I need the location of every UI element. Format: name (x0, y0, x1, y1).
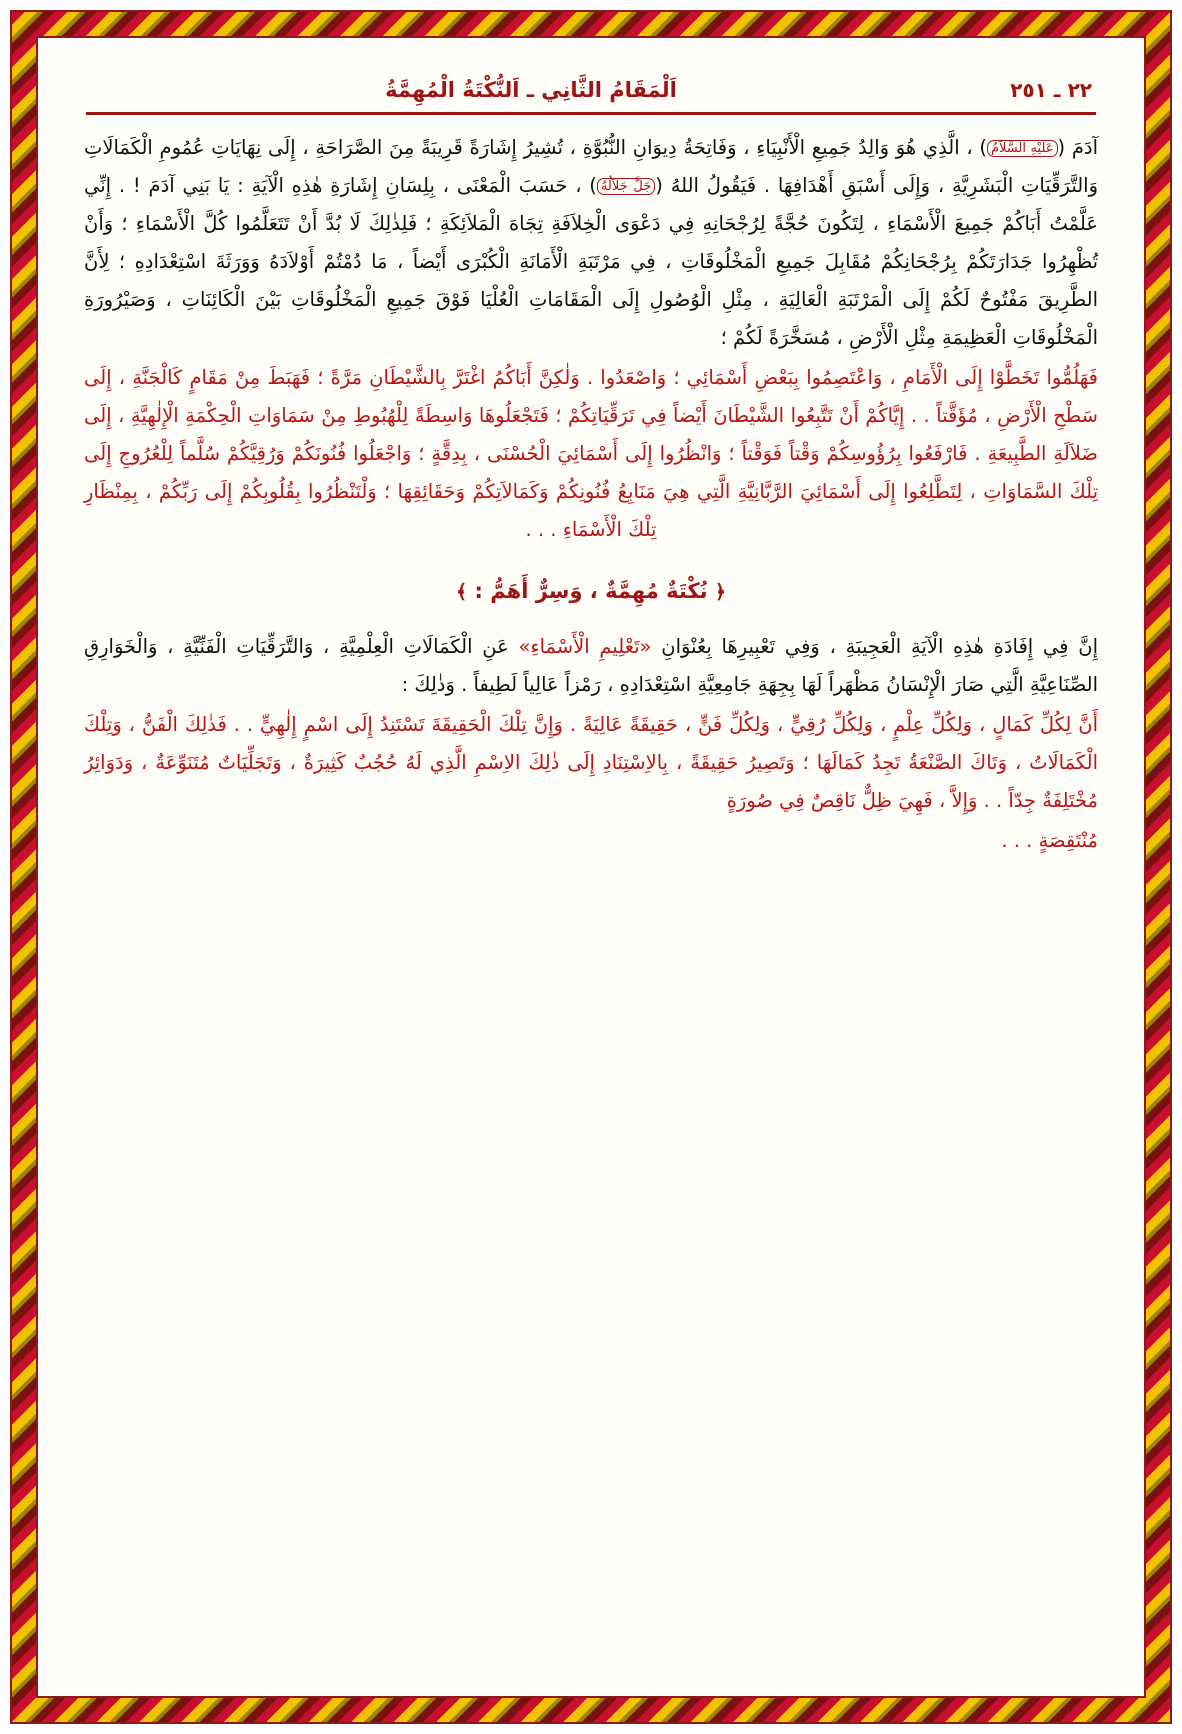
ornament-left-icon: ﴾ (456, 581, 468, 604)
quoted-term: «تَعْلِيمِ الْأَسْمَاءِ» (518, 635, 652, 659)
section-heading-label: نُكْتَةٌ مُهِمَّةٌ ، وَسِرٌّ أَهَمُّ : (474, 579, 708, 604)
section-paragraph-1-b: عَنِ الْكَمَالَاتِ الْعِلْمِيَّةِ ، وَالتَّرَقِّيَاتِ الْفَنِّيَّةِ ، وَالْخَوَارِقِ الصِّنَاعِيَّةِ الَّتِي صَارَ الْإِنْسَانُ مَظْهَراً لَهَا بِجِهَةِ جَامِعِيَّةِ اسْتِعْدَادِهِ ، رَمْزاً عَالِياً لَطِيفاً . وَذٰلِكَ : (84, 635, 1098, 697)
honorific-alayhi-salam: عَلَيْهِ السَّلاَمُ (987, 140, 1058, 157)
section-paragraph-tail: مُنْتَقِصَةٍ . . . (1001, 829, 1098, 853)
page-title: اَلْمَقَامُ الثَّانِي ـ اَلنُّكْتَةُ الْمُهِمَّةُ (385, 78, 677, 102)
paragraph-intro-b: ) ، الَّذِي هُوَ وَالِدُ جَمِيعِ الْأَنْبِيَاءِ ، وَفَاتِحَةُ دِيوَانِ النُّبُوَّةِ ، تُشِيرُ إِشَارَةً قَرِيبَةً مِنَ الصَّرَاحَةِ ، إِلَى نِهَايَاتِ عُمُومِ الْكَمَالَاتِ وَالتَّرَقِّيَاتِ الْبَشَرِيَّةِ ، وَإِلَى أَسْبَقِ أَهْدَافِهَا . فَيَقُولُ اللهُ ( (84, 136, 1098, 198)
section-paragraph-1 (84, 628, 1098, 704)
page-content (58, 58, 1124, 1676)
page-number: ٢٢ ـ ٢٥١ (1010, 78, 1092, 102)
section-paragraph-1-a: إِنَّ فِي إِفَادَةِ هٰذِهِ الْآيَةِ الْعَجِيبَةِ ، وَفِي تَعْبِيرِهَا بِعُنْوَانِ (661, 635, 1098, 659)
header-divider (86, 112, 1096, 115)
paragraph-red-quote: فَهَلُمُّوا تَخَطَّوْا إِلَى الْأَمَامِ ، وَاعْتَصِمُوا بِبَعْضِ أَسْمَائِي ؛ وَاصْعَدُوا . وَلٰكِنَّ أَبَاكُمُ اغْتَرَّ بِالشَّيْطَانِ مَرَّةً ؛ فَهَبَطَ مِنْ مَقَامٍ كَالْجَنَّةِ ، إِلَى سَطْحِ الْأَرْضِ ، مُؤَقَّتاً . . إِيَّاكُمْ أَنْ تَتَّبِعُوا الشَّيْطَانَ أَيْضاً فِي تَرَقِّيَاتِكُمْ ؛ فَتَجْعَلُوهَا وَاسِطَةً لِلْهُبُوطِ مِنْ سَمَاوَاتِ الْحِكْمَةِ الْإِلٰهِيَّةِ ، إِلَى ضَلاَلَةِ الطَّبِيعَةِ . فَارْفَعُوا بِرُؤُوسِكُمْ وَقْتاً فَوَقْتاً ؛ وَانْظُرُوا إِلَى أَسْمَائِيَ الْحُسْنَى ، بِدِقَّةٍ ؛ وَاجْعَلُوا فُنُونَكُمْ وَرُقِيَّكُمْ سُلَّماً لِلْعُرُوجِ إِلَى تِلْكَ السَّمَاوَاتِ ، لِتَطَّلِعُوا إِلَى أَسْمَائِيَ الرَّبَّانِيَّةِ الَّتِي هِيَ مَنَابِعُ فُنُونِكُمْ وَكَمَالاَتِكُمْ وَحَقَائِقِهَا ؛ وَلْتَنْظُرُوا بِقُلُوبِكُمْ إِلَى رَبِّكُمْ ، بِمِنْظَارِ تِلْكَ الْأَسْمَاءِ . . . (84, 366, 1098, 542)
paragraph-intro-a: آدَمَ ( (1057, 136, 1098, 159)
paragraph-intro-c: ) ، حَسَبَ الْمَعْنَى ، بِلِسَانِ إِشَارَةِ هٰذِهِ الْآيَةِ : يَا بَنِي آدَمَ ! . إِنِّي عَلَّمْتُ أَبَاكُمْ جَمِيعَ الْأَسْمَاءِ ، لِتَكُونَ حُجَّةً لِرُجْحَانِهِ فِي دَعْوَى الْخِلاَفَةِ تِجَاهَ الْمَلاَئِكَةِ ؛ فَلِذٰلِكَ لَا بُدَّ أَنْ تَتَعَلَّمُوا كُلَّ الْأَسْمَاءِ ؛ وَأَنْ تُظْهِرُوا جَدَارَتَكُمْ بِرُجْحَانِكُمْ مُقَابِلَ جَمِيعِ الْمَخْلُوقَاتِ ، فِي مَرْتَبَةِ الْأَمَانَةِ الْكُبْرَى أَيْضاً ، مَا دُمْتُمْ أَوْلاَدَهُ وَوَرَثَةَ اسْتِعْدَادِهِ ؛ لِأَنَّ الطَّرِيقَ مَفْتُوحٌ لَكُمْ إِلَى الْمَرْتَبَةِ الْعَالِيَةِ ، مِثْلِ الْوُصُولِ إِلَى الْمَقَامَاتِ الْعُلْيَا فَوْقَ جَمِيعِ الْمَخْلُوقَاتِ بَيْنَ الْكَائِنَاتِ ، وَصَيْرُورَةِ الْمَخْلُوقَاتِ الْعَظِيمَةِ مِثْلِ الْأَرْضِ ، مُسَخَّرَةً لَكُمْ ؛ (84, 174, 1098, 350)
section-heading (84, 571, 1098, 612)
section-paragraph-2: أَنَّ لِكُلِّ كَمَالٍ ، وَلِكُلِّ عِلْمٍ ، وَلِكُلِّ رُقِيٍّ ، وَلِكُلِّ فَنٍّ ، حَقِيقَةً عَالِيَةً . وَإِنَّ تِلْكَ الْحَقِيقَةَ تَسْتَنِدُ إِلَى اسْمٍ إِلٰهِيٍّ . . فَذٰلِكَ الْفَنُّ ، وَتِلْكَ الْكَمَالَاتُ ، وَتَاكَ الصَّنْعَةُ تَجِدُ كَمَالَهَا ؛ وَتَصِيرُ حَقِيقَةً ، بِالاِسْتِنَادِ إِلَى ذٰلِكَ الاِسْمِ الَّذِي لَهُ حُجُبٌ كَثِيرَةٌ ، وَتَجَلِّيَاتٌ مُتَنَوِّعَةٌ ، وَدَوَائِرُ مُخْتَلِفَةٌ جِدّاً . . وَإِلاَّ ، فَهِيَ ظِلٌّ نَاقِصٌ فِي صُورَةٍ (84, 713, 1098, 813)
ornament-right-icon: ﴿ (714, 581, 726, 604)
honorific-jalla-jalaluhu: جَلَّ جَلاَلُهُ (597, 178, 655, 195)
page-header (84, 72, 1098, 104)
body-text (84, 129, 1098, 860)
paragraph-intro (84, 129, 1098, 357)
